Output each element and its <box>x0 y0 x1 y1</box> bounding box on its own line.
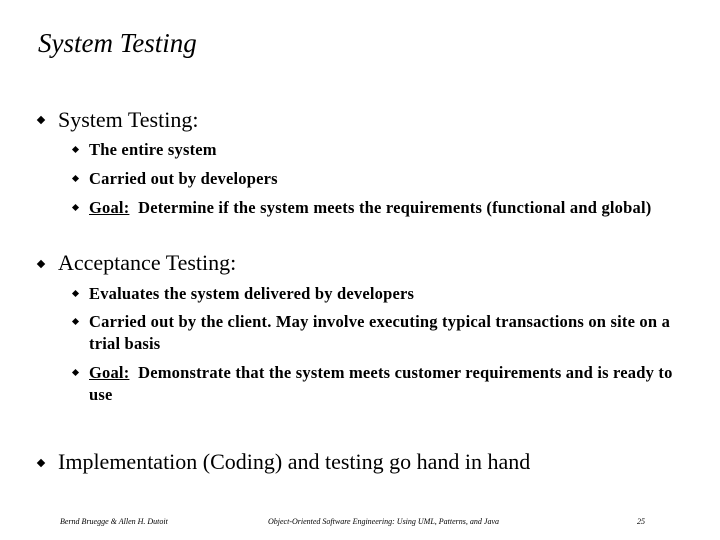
goal-label: Goal: <box>89 363 130 382</box>
footer-authors: Bernd Bruegge & Allen H. Dutoit <box>60 517 168 526</box>
list-item-text: Carried out by the client. May involve executing typical transactions on site on a trial basis <box>89 312 671 353</box>
list-item <box>89 283 679 305</box>
list-item-text: The entire system <box>89 140 217 159</box>
section-heading: System Testing: <box>58 107 199 132</box>
list-item <box>89 139 679 161</box>
item-bullet-icon <box>72 175 79 182</box>
item-bullet-icon <box>72 290 79 297</box>
list-item <box>89 197 679 219</box>
item-bullet-icon <box>72 369 79 376</box>
section-heading: Implementation (Coding) and testing go hand in hand <box>58 449 531 474</box>
section-bullet-icon <box>37 116 45 124</box>
goal-label: Goal: <box>89 198 130 217</box>
list-item-text: Determine if the system meets the requirements (functional and global) <box>138 198 652 217</box>
section-heading: Acceptance Testing: <box>58 250 237 275</box>
list-item <box>89 362 679 406</box>
footer-page-number: 25 <box>637 517 645 526</box>
footer-book-title: Object-Oriented Software Engineering: Using UML, Patterns, and Java <box>268 517 499 526</box>
list-item <box>89 168 679 190</box>
slide-title: System Testing <box>38 28 197 58</box>
section-bullet-icon <box>37 260 45 268</box>
item-bullet-icon <box>72 146 79 153</box>
list-item-text: Demonstrate that the system meets customer requirements and is ready to use <box>89 363 673 404</box>
list-item-text: Evaluates the system delivered by developers <box>89 284 415 303</box>
list-item-text: Carried out by developers <box>89 169 278 188</box>
section-bullet-icon <box>37 459 45 467</box>
list-item <box>89 311 679 355</box>
item-bullet-icon <box>72 204 79 211</box>
item-bullet-icon <box>72 318 79 325</box>
